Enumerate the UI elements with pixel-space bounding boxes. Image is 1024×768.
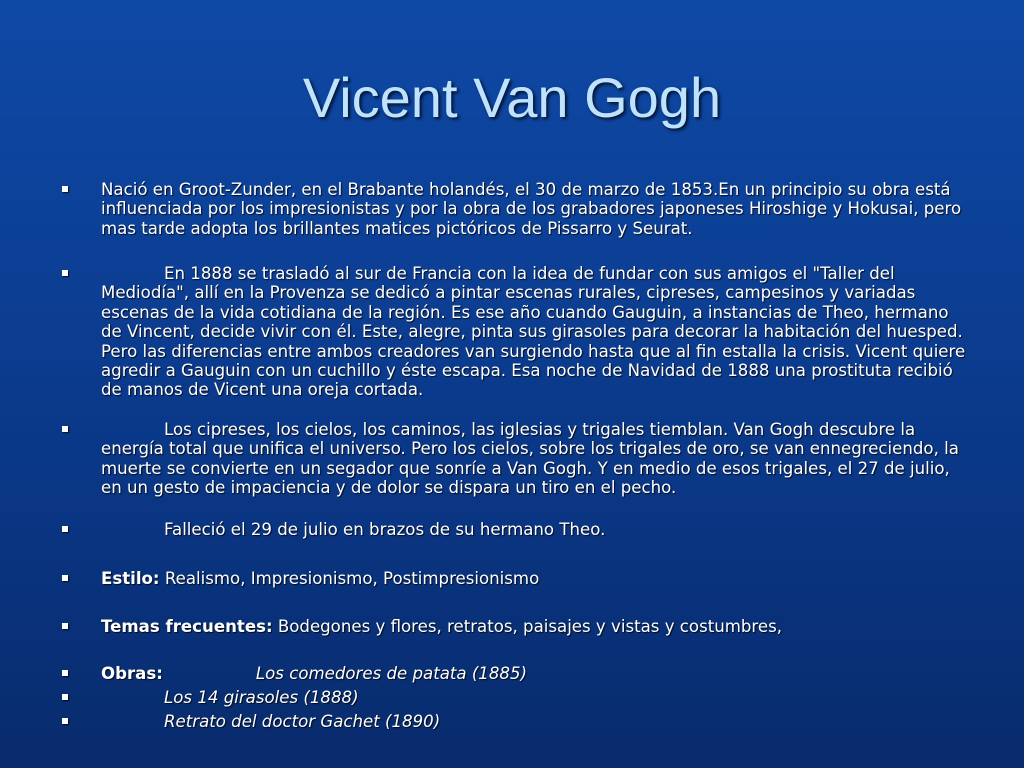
bullet-text-wrapper [101, 712, 966, 731]
bullet-text: Los comedores de patata (1885) [255, 664, 528, 683]
bullet-item-birth [58, 180, 966, 238]
bullet-item-death [58, 520, 966, 539]
bullet-text: Realismo, Impresionismo, Postimpresionismo [164, 569, 540, 588]
bullet-square-icon [62, 623, 68, 629]
bullet-item-style [58, 569, 966, 588]
bullet-text: Bodegones y flores, retratos, paisajes y vistas y costumbres, [277, 617, 783, 636]
bullet-item-works [58, 664, 966, 683]
bullet-text: Los 14 girasoles (1888) [164, 688, 359, 707]
bullet-text: Nació en Groot-Zunder, en el Brabante holandés, el 30 de marzo de 1853.En un principio su obra está influenciada por los impresionistas y por la obra de los grabadores japoneses Hiroshige y Hokusai, pero mas tarde adopta los brillantes matices pictóricos de Pissarro y Seurat. [101, 180, 962, 238]
bullet-square-icon [62, 718, 68, 724]
bullet-text-wrapper [101, 420, 966, 498]
bullet-label: Obras: [101, 664, 163, 683]
bullet-label: Temas frecuentes: [101, 617, 273, 636]
bullet-text-wrapper [101, 569, 966, 588]
bullet-square-icon [62, 426, 68, 432]
bullet-square-icon [62, 694, 68, 700]
bullet-item-work [58, 688, 966, 707]
bullet-item-themes [58, 617, 966, 636]
bullet-label: Estilo: [101, 569, 160, 588]
bullet-text-wrapper [101, 520, 966, 539]
bullet-item-landscapes [58, 420, 966, 498]
bullet-square-icon [62, 270, 68, 276]
bullet-text-wrapper [101, 688, 966, 707]
bullet-text: Falleció el 29 de julio en brazos de su hermano Theo. [164, 520, 606, 539]
bullet-text-wrapper [101, 617, 966, 636]
bullet-square-icon [62, 670, 68, 676]
bullet-text: Los cipreses, los cielos, los caminos, las iglesias y trigales tiemblan. Van Gogh descubre la energía total que unifica el universo. Pero los cielos, sobre los trigales de oro, se van ennegreciendo, la muerte se convierte en un segador que sonríe a Van Gogh. Y en medio de esos trigales, el 27 de julio, en un gesto de impaciencia y de dolor se dispara un tiro en el pecho. [101, 420, 959, 498]
bullet-square-icon [62, 526, 68, 532]
bullet-square-icon [62, 186, 68, 192]
bullet-text: Retrato del doctor Gachet (1890) [164, 712, 441, 731]
bullet-text: En 1888 se trasladó al sur de Francia con la idea de fundar con sus amigos el "Taller del Mediodía", allí en la Provenza se dedicó a pintar escenas rurales, cipreses, campesinos y variadas escenas de la vida cotidiana de la región. Es ese año cuando Gauguin, a instancias de Theo, hermano de Vincent, decide vivir con él. Este, alegre, pinta sus girasoles para decorar la habitación del huesped. Pero las diferencias entre ambos creadores van surgiendo hasta que al fin estalla la crisis. Vicent quiere agredir a Gauguin con un cuchillo y éste escapa. Esa noche de Navidad de 1888 una prostituta recibió de manos de Vicent una oreja cortada. [101, 264, 966, 400]
bullet-text-wrapper [101, 664, 966, 683]
bullet-text-wrapper [101, 264, 966, 400]
bullet-square-icon [62, 575, 68, 581]
bullet-item-work [58, 712, 966, 731]
bullet-item-provence [58, 264, 966, 400]
slide-title: Vicent Van Gogh [302, 66, 722, 129]
